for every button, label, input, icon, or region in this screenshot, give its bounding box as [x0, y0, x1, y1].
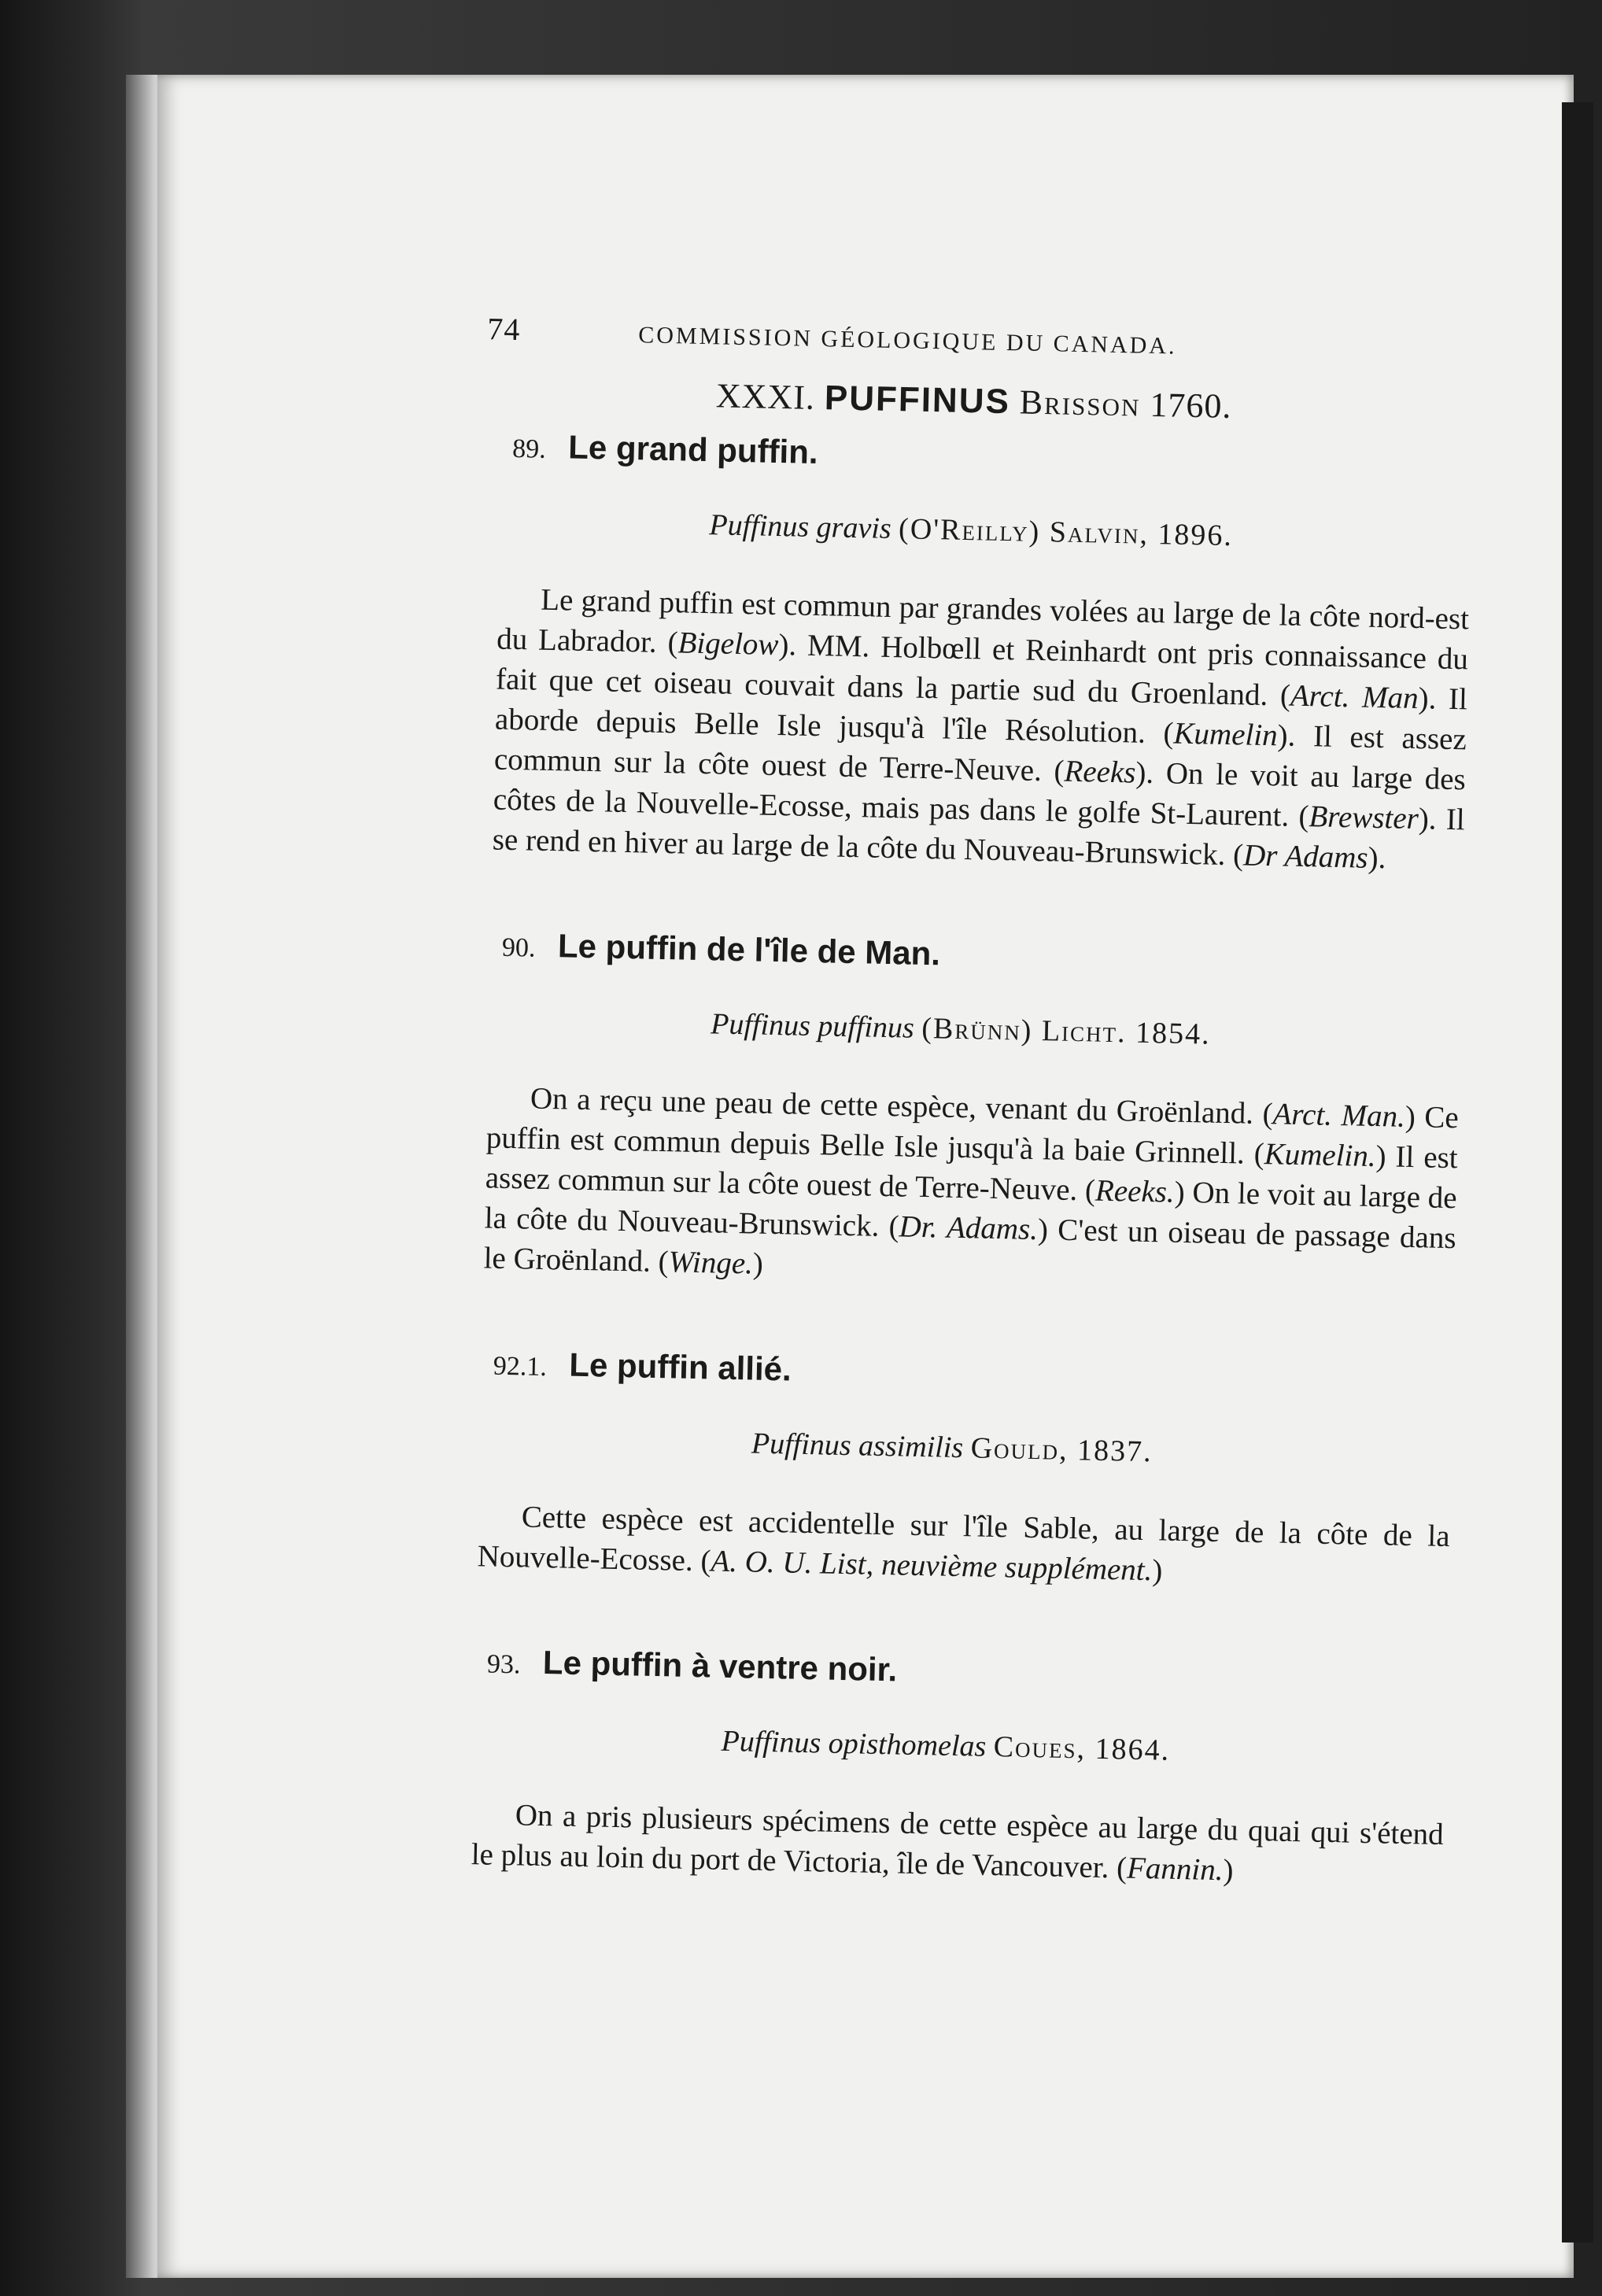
- authority: Coues, 1864.: [993, 1730, 1171, 1767]
- scientific-name-line: [457, 1002, 1465, 1058]
- species-number: 93.: [486, 1649, 521, 1680]
- genus-author: Brisson: [1019, 382, 1141, 424]
- latin-name: Puffinus assimilis: [751, 1427, 964, 1465]
- genus-year: 1760.: [1149, 385, 1232, 426]
- species-entry: [310, 922, 1466, 1298]
- page-number: 74: [486, 311, 521, 348]
- running-title: COMMISSION GÉOLOGIQUE DU CANADA.: [637, 322, 1177, 360]
- species-description: Cette espèce est accidentelle sur l'île Sable, au large de la côte de la Nouvelle-Ecosse. (A. O. U. List, neuvième supplément.): [477, 1500, 1451, 1588]
- species-entry: [319, 423, 1476, 880]
- species-common-name: Le grand puffin.: [567, 428, 819, 471]
- genus-name: PUFFINUS: [824, 378, 1011, 422]
- authority: (O'Reilly) Salvin, 1896.: [898, 512, 1234, 553]
- page-content: [297, 307, 1479, 1961]
- species-common-name: Le puffin de l'île de Man.: [557, 927, 941, 973]
- species-number: 90.: [501, 932, 536, 963]
- genus-heading: [470, 371, 1478, 432]
- species-number: 89.: [511, 434, 547, 464]
- scientific-name-line: [467, 503, 1475, 559]
- latin-name: Puffinus gravis: [709, 508, 892, 545]
- authority: (Brünn) Licht. 1854.: [921, 1011, 1212, 1051]
- scientific-name-line: [442, 1718, 1450, 1774]
- species-common-name: Le puffin allié.: [568, 1345, 792, 1388]
- species-common-name: Le puffin à ventre noir.: [542, 1644, 898, 1689]
- species-title: [486, 1643, 1451, 1702]
- genus-numeral: XXXI.: [715, 376, 816, 417]
- latin-name: Puffinus puffinus: [710, 1007, 915, 1045]
- species-description: On a reçu une peau de cette espèce, venant du Groënland. (Arct. Man.) Ce puffin est commun depuis Belle Isle jusqu'à la baie Grinnell. (Kumelin.) Il est assez commun sur la côte ouest de Terre-Neuve. (Reeks.) On le voit au large de la côte du Nouveau-Brunswick. (Dr. Adams.) C'est un oiseau de passage dans le Groënland. (Winge.): [483, 1081, 1460, 1281]
- latin-name: Puffinus opisthomelas: [721, 1724, 987, 1763]
- species-entry: [297, 1639, 1451, 1895]
- species-title: [512, 427, 1477, 486]
- species-entry: [304, 1341, 1457, 1597]
- species-title: [502, 926, 1467, 985]
- scientific-name-line: [448, 1419, 1456, 1475]
- page-right-shadow: [1562, 102, 1593, 2242]
- species-description: Le grand puffin est commun par grandes volées au large de la côte nord-est du Labrador. (Bigelow). MM. Holbœll et Reinhardt ont pris connaissance du fait que cet oiseau couvait dans la partie sud du Groenland. (Arct. Man). Il aborde depuis Belle Isle jusqu'à l'île Résolution. (Kumelin). Il est assez commun sur la côte ouest de Terre-Neuve. (Reeks). On le voit au large des côtes de la Nouvelle-Ecosse, mais pas dans le golfe St-Laurent. (Brewster). Il se rend en hiver au large de la côte du Nouveau-Brunswick. (Dr Adams).: [492, 582, 1470, 876]
- species-title: [493, 1345, 1457, 1404]
- species-number: 92.1.: [493, 1351, 548, 1382]
- authority: Gould, 1837.: [970, 1431, 1154, 1469]
- species-description: On a pris plusieurs spécimens de cette espèce au large du quai qui s'étend le plus au loin du port de Victoria, île de Vancouver. (Fannin.): [471, 1798, 1445, 1888]
